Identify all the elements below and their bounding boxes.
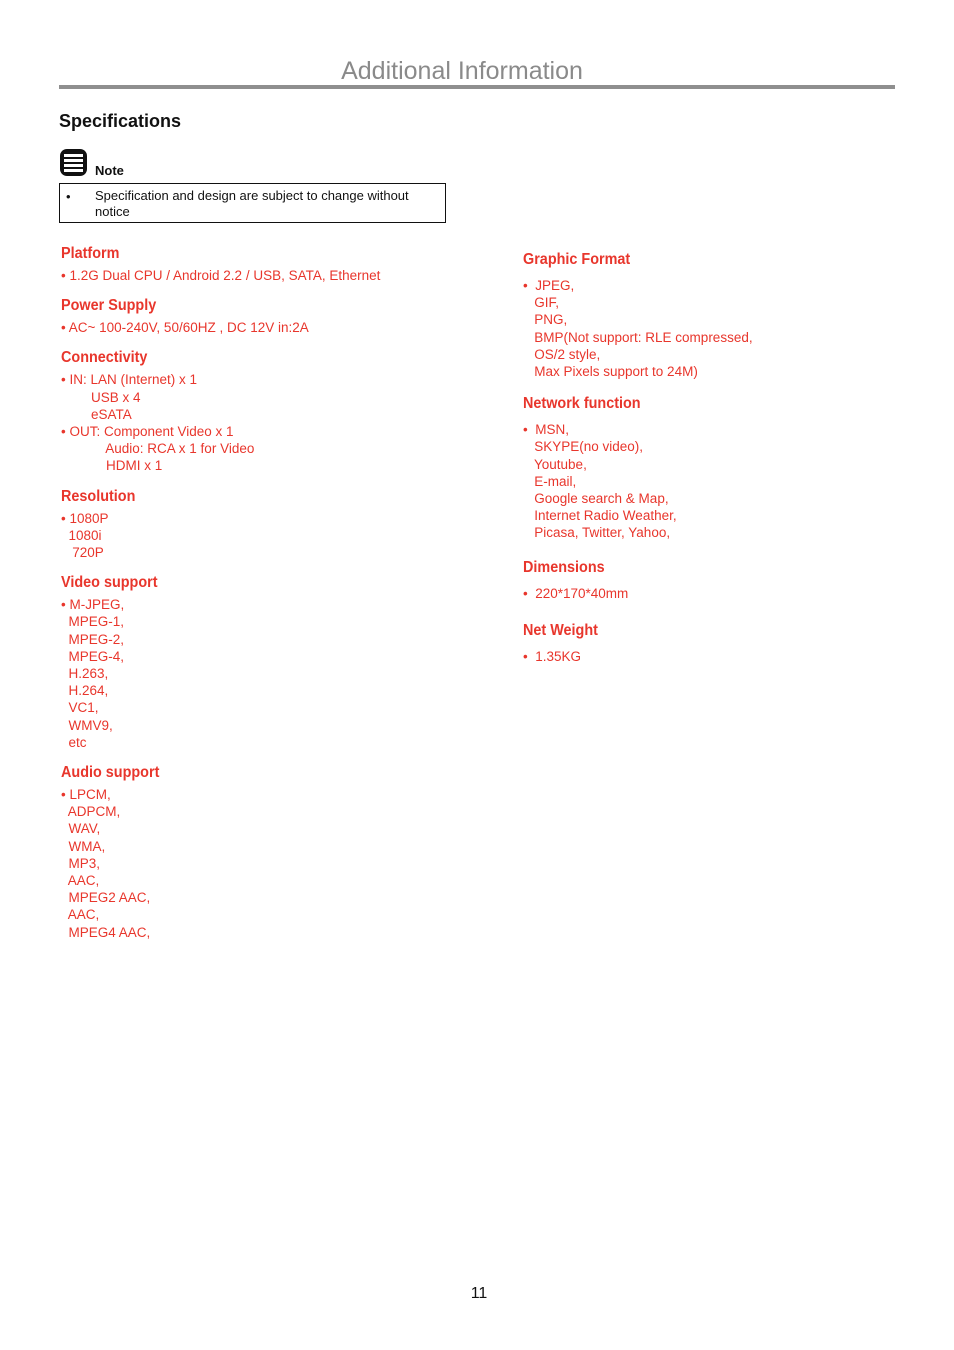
note-label: Note: [95, 163, 124, 178]
spec-title: Net Weight: [523, 621, 598, 639]
spec-title: Power Supply: [61, 297, 157, 315]
spec-network-function: [523, 394, 923, 541]
spec-line: Max Pixels support to 24M): [523, 364, 698, 380]
spec-line: • OUT: Component Video x 1: [61, 424, 234, 440]
spec-title: Resolution: [61, 487, 136, 505]
spec-line: Audio: RCA x 1 for Video: [61, 441, 255, 457]
spec-line: WMV9,: [61, 717, 113, 733]
spec-line: • IN: LAN (Internet) x 1: [61, 372, 198, 388]
spec-net-weight: [523, 621, 923, 665]
spec-line: USB x 4: [61, 389, 141, 405]
spec-line: E-mail,: [523, 473, 577, 489]
spec-line: eSATA: [61, 406, 132, 422]
spec-title: Dimensions: [523, 558, 605, 576]
spec-title: Platform: [61, 245, 120, 262]
spec-graphic-format: [523, 250, 923, 380]
left-spec-column: [61, 244, 481, 941]
note-text: Specification and design are subject to change without notice: [95, 188, 409, 219]
note-box: [59, 183, 446, 223]
spec-video-support: [61, 573, 481, 751]
spec-line: MPEG-2,: [61, 631, 125, 647]
spec-line: Internet Radio Weather,: [523, 508, 677, 524]
spec-title: Graphic Format: [523, 251, 631, 268]
spec-line: BMP(Not support: RLE compressed,: [523, 329, 753, 345]
spec-line: PNG,: [523, 312, 568, 328]
note-icon: [59, 148, 88, 177]
spec-connectivity: [61, 348, 481, 474]
spec-line: SKYPE(no video),: [523, 439, 644, 455]
spec-line: AAC,: [61, 907, 100, 923]
spec-title: Video support: [61, 574, 158, 592]
spec-line: Google search & Map,: [523, 491, 669, 507]
spec-power-supply: [61, 296, 481, 336]
spec-line: • JPEG,: [523, 278, 575, 293]
spec-title: Network function: [523, 395, 641, 413]
spec-title: Connectivity: [61, 349, 148, 367]
header-rule: [59, 85, 895, 89]
spec-line: GIF,: [523, 295, 560, 311]
spec-line: MPEG-4,: [61, 648, 125, 664]
spec-line: • 1080P: [61, 510, 109, 526]
spec-line: • 1.2G Dual CPU / Android 2.2 / USB, SATA, Ethernet: [61, 268, 381, 283]
spec-line: H.263,: [61, 666, 109, 682]
spec-audio-support: [61, 763, 481, 941]
spec-line: etc: [61, 734, 87, 750]
spec-line: WAV,: [61, 821, 101, 837]
spec-line: MP3,: [61, 855, 101, 871]
spec-line: 720P: [61, 545, 104, 561]
spec-line: HDMI x 1: [61, 458, 163, 474]
spec-dimensions: [523, 558, 923, 602]
spec-line: MPEG2 AAC,: [61, 890, 151, 906]
spec-line: OS/2 style,: [523, 346, 601, 362]
spec-title: Audio support: [61, 764, 160, 782]
section-title: Specifications: [59, 111, 182, 131]
spec-resolution: [61, 487, 481, 562]
spec-line: MPEG-1,: [61, 614, 125, 630]
spec-line: MPEG4 AAC,: [61, 924, 151, 940]
spec-line: Youtube,: [523, 456, 587, 472]
spec-line: ADPCM,: [61, 804, 121, 820]
spec-line: VC1,: [61, 700, 99, 716]
spec-platform: [61, 244, 481, 284]
spec-line: • AC~ 100-240V, 50/60HZ , DC 12V in:2A: [61, 320, 309, 336]
page-number: 11: [470, 1285, 488, 1302]
spec-line: • LPCM,: [61, 787, 111, 803]
note-bullet: •: [66, 189, 71, 204]
spec-line: • 1.35KG: [523, 648, 582, 664]
spec-line: WMA,: [61, 838, 106, 854]
page-header-title: Additional Information: [341, 57, 583, 85]
spec-line: 1080i: [61, 527, 102, 543]
spec-line: • M-JPEG,: [61, 597, 125, 613]
spec-line: Picasa, Twitter, Yahoo,: [523, 525, 671, 541]
spec-line: • MSN,: [523, 422, 569, 438]
spec-line: • 220*170*40mm: [523, 585, 629, 601]
right-spec-column: [523, 250, 923, 665]
spec-line: H.264,: [61, 683, 109, 699]
spec-line: AAC,: [61, 873, 100, 889]
